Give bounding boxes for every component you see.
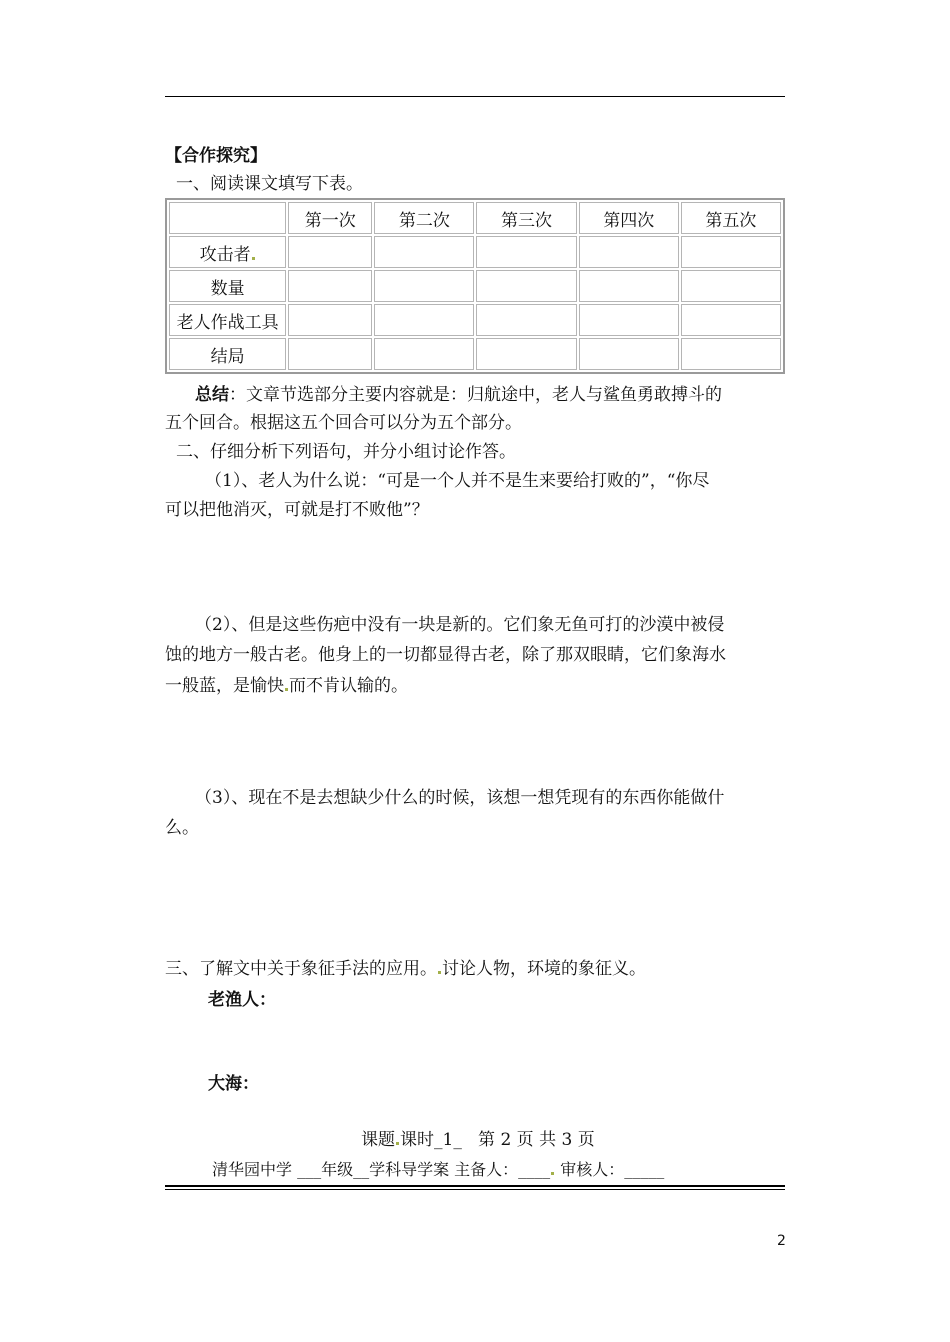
footer-line-1: 课题 课时_1_ 第 2 页 共 3 页: [361, 1130, 595, 1150]
q2-item1-line2: 可以把他消灭，可就是打不败他”？: [165, 500, 429, 520]
table-cell[interactable]: [681, 236, 781, 268]
summary-line-2: 五个回合。根据这五个回合可以分为五个部分。: [165, 413, 522, 433]
marker-dot: [438, 971, 441, 974]
table-cell[interactable]: [288, 236, 372, 268]
q2-item2-line2: 蚀的地方一般古老。他身上的一切都显得古老，除了那双眼睛，它们象海水: [165, 645, 726, 665]
table-header-cell: 第二次: [374, 202, 474, 234]
table-header-cell: 第五次: [681, 202, 781, 234]
table-cell[interactable]: [681, 270, 781, 302]
table-cell[interactable]: [374, 236, 474, 268]
table-cell[interactable]: [288, 304, 372, 336]
table-cell[interactable]: [681, 338, 781, 370]
table-cell[interactable]: [374, 338, 474, 370]
sea-label: 大海：: [208, 1074, 259, 1094]
row-label-cell: 结局: [169, 338, 286, 370]
q2-item2-line1: （2）、但是这些伤疤中没有一块是新的。它们象无鱼可打的沙漠中被侵: [195, 615, 725, 635]
table-cell[interactable]: [374, 270, 474, 302]
summary-label: 总结: [195, 385, 229, 405]
table-cell[interactable]: [579, 338, 679, 370]
table-cell[interactable]: [476, 304, 576, 336]
marker-dot: [252, 257, 255, 260]
table-cell[interactable]: [681, 304, 781, 336]
table-cell[interactable]: [579, 236, 679, 268]
q2-heading: 二、仔细分析下列语句，并分小组讨论作答。: [176, 442, 516, 462]
summary-line-1: 总结：文章节选部分主要内容就是：归航途中，老人与鲨鱼勇敢搏斗的: [195, 385, 722, 405]
row-label-cell: 攻击者: [169, 236, 286, 268]
table-cell[interactable]: [288, 338, 372, 370]
table-header-cell: 第三次: [476, 202, 576, 234]
table-header-cell: [169, 202, 286, 234]
q2-item3-line2: 么。: [165, 818, 199, 838]
marker-dot: [396, 1142, 399, 1145]
table-cell[interactable]: [476, 338, 576, 370]
table-header-cell: 第一次: [288, 202, 372, 234]
table-cell[interactable]: [476, 236, 576, 268]
table-header-row: [169, 202, 781, 234]
q2-item3-line1: （3）、现在不是去想缺少什么的时候，该想一想凭现有的东西你能做什: [195, 788, 725, 808]
table-cell[interactable]: [579, 270, 679, 302]
row-label-cell: 老人作战工具: [169, 304, 286, 336]
q2-item2-line3: 一般蓝，是愉快 而不肯认输的。: [165, 676, 408, 696]
q3-heading: 三、了解文中关于象征手法的应用。 讨论人物，环境的象征义。: [165, 959, 646, 979]
table-header-cell: 第四次: [579, 202, 679, 234]
marker-dot: [285, 688, 288, 691]
row-label-cell: 数量: [169, 270, 286, 302]
footer-rule: [165, 1185, 785, 1187]
table-row: [169, 270, 781, 302]
footer-line-2: 清华园中学 ___年级__学科导学案 主备人：____ 审核人：_____: [212, 1160, 665, 1179]
header-rule: [165, 96, 785, 97]
section-title: 【合作探究】: [165, 146, 267, 166]
table-row: [169, 236, 781, 268]
table-cell[interactable]: [374, 304, 474, 336]
table-cell[interactable]: [579, 304, 679, 336]
fisherman-label: 老渔人：: [208, 990, 276, 1010]
table-row: [169, 338, 781, 370]
reading-table: [165, 198, 785, 374]
table-cell[interactable]: [288, 270, 372, 302]
q1-heading: 一、阅读课文填写下表。: [176, 174, 363, 194]
q2-item1-line1: （1）、老人为什么说：“可是一个人并不是生来要给打败的”，“你尽: [205, 471, 710, 491]
footer-rule-thin: [165, 1189, 785, 1190]
page-number: 2: [777, 1233, 786, 1249]
table-cell[interactable]: [476, 270, 576, 302]
table-row: [169, 304, 781, 336]
marker-dot: [551, 1172, 554, 1175]
